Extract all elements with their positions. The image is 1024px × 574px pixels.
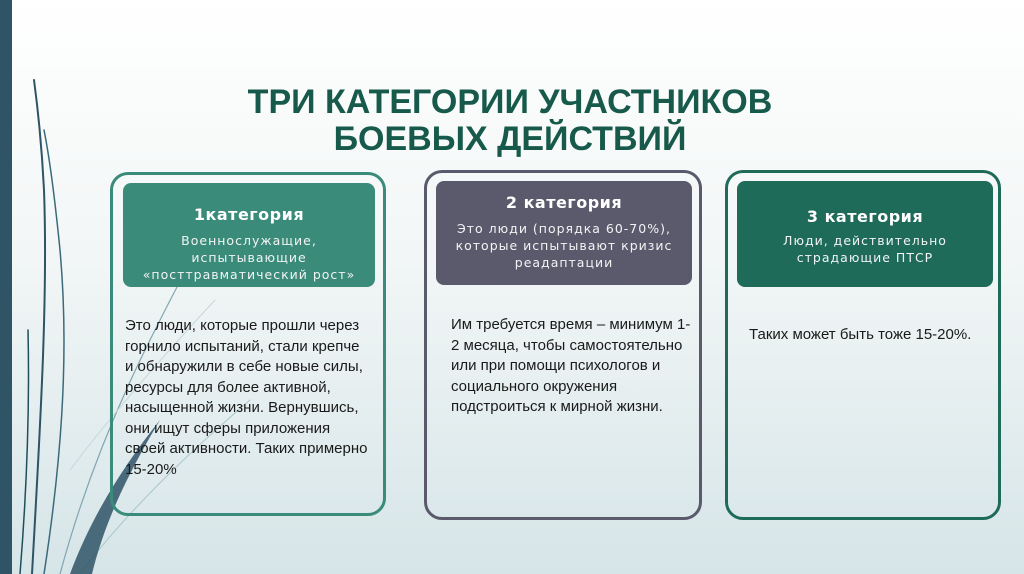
category-title-1: 1категория bbox=[193, 205, 305, 224]
slide-title-line-2: БОЕВЫХ ДЕЙСТВИЙ bbox=[333, 120, 687, 158]
category-subtitle-3: Люди, действительно страдающие ПТСР bbox=[783, 233, 947, 265]
category-subtitle-1: Военнослужащие, испытывающие «посттравматический рост» bbox=[142, 233, 356, 282]
category-body-2: Им требуется время – минимум 1-2 месяца, чтобы самостоятельно или при помощи психологов и социального окружения подстроиться к мирной жизни. bbox=[451, 316, 691, 415]
slide-title-line-1: ТРИ КАТЕГОРИИ УЧАСТНИКОВ bbox=[247, 83, 773, 121]
category-title-3: 3 категория bbox=[806, 207, 924, 226]
category-card-3 bbox=[725, 170, 1001, 520]
category-body-1: Это люди, которые прошли через горнило испытаний, стали крепче и обнаружили в себе новые силы, ресурсы для более активной, насыщенной жизни. Вернувшись, они ищут сферы приложения своей активности. Таких примерно 15-20% bbox=[125, 317, 368, 478]
category-header-2 bbox=[436, 181, 692, 285]
category-card-2 bbox=[424, 170, 702, 520]
category-title-2: 2 категория bbox=[505, 193, 623, 212]
category-header-3 bbox=[737, 181, 993, 287]
category-card-1 bbox=[110, 172, 386, 516]
category-header-1 bbox=[123, 183, 375, 287]
category-body-3: Таких может быть тоже 15-20%. bbox=[749, 326, 972, 343]
category-subtitle-2: Это люди (порядка 60-70%), которые испытывают кризис реадаптации bbox=[455, 221, 673, 270]
slide-title bbox=[180, 84, 840, 158]
